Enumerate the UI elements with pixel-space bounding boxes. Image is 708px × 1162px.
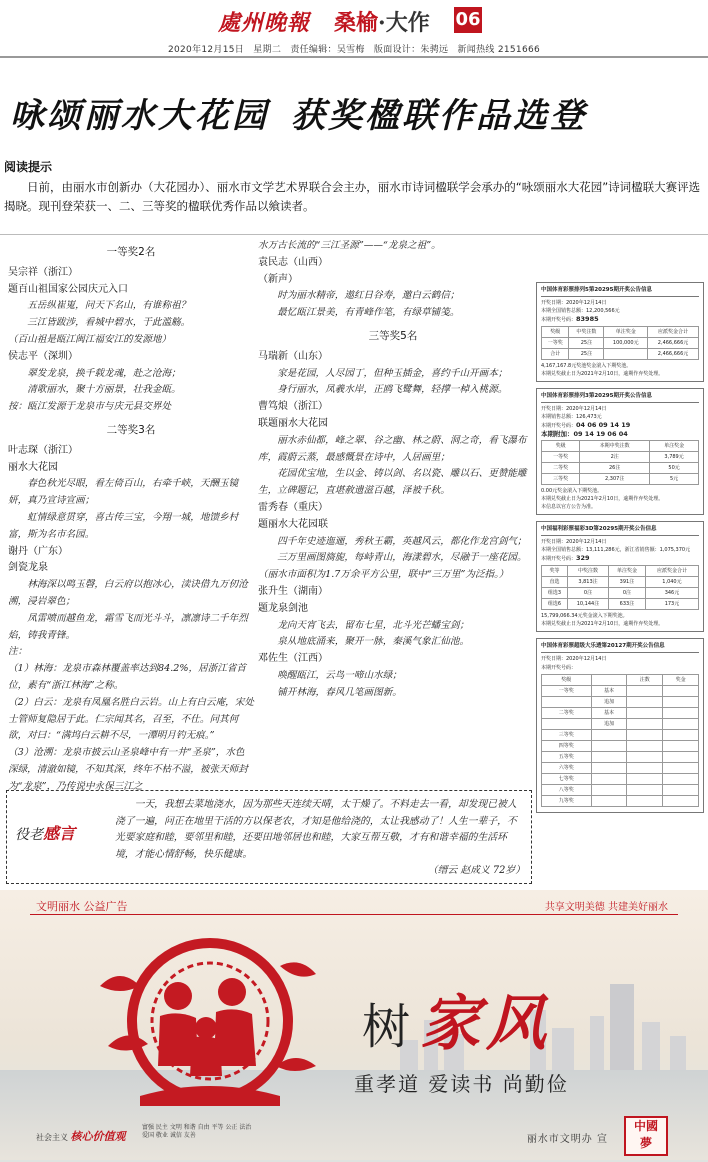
couplet-line: 花园优宝地，生以金、铸以剑、名以瓷、雕以石、更赞能雕生，立碑题记，直堪赦遗滋百越，泽被千秋。 bbox=[258, 468, 527, 497]
couplet-title: 联题丽水大花园 bbox=[258, 417, 328, 429]
lottery-box bbox=[536, 638, 704, 813]
china-dream-seal bbox=[624, 1116, 668, 1156]
weekday: 星期二 bbox=[253, 45, 282, 55]
ad-slogan: 重孝道 爱读书 尚勤俭 bbox=[354, 1072, 569, 1096]
couplet-award: 三等奖5名 bbox=[368, 329, 418, 342]
ad-top-right: 共享文明美德 共建美好丽水 bbox=[544, 902, 668, 913]
date: 2020年12月15日 bbox=[167, 45, 245, 55]
couplet-note: （2）白云：龙泉有凤凰名胜白云岩。山上有白云庵，宋处士管师复隐居于此。仁宗闻其名，召至，不仕。问其何欲，对曰：“满坞白云耕不尽，一潭明月钓无痕。” bbox=[8, 696, 254, 742]
couplet-line: 时为丽水精帝，遨红日谷寿，邀白云鹤信； bbox=[277, 290, 460, 302]
section-divider: · bbox=[378, 10, 386, 36]
dateline bbox=[0, 42, 708, 55]
couplet-note: 注： bbox=[8, 646, 28, 658]
section-name bbox=[334, 6, 430, 37]
lottery-line: 开奖日期：2020年12月14日 bbox=[541, 656, 607, 662]
ad-publisher: 丽水市文明办 宣 bbox=[526, 1134, 608, 1145]
couplet-note: （丽水市面积为1.7万余平方公里，联中“三万里”为泛指。） bbox=[258, 569, 509, 581]
couplet-title: 丽水大花园 bbox=[8, 461, 58, 473]
couplet-line: 最忆瓯江景美，有青峰作笔，有绿草铺笺。 bbox=[277, 307, 460, 319]
intro-text: 日前，由丽水市创新办（大花园办）、丽水市文学艺术界联合会主办，丽水市诗词楹联学会承办的“咏颂丽水大花园”诗词楹联大赛评选揭晓。现刊登荣获一、二、三等奖的楹联优秀作品以飨读者。 bbox=[4, 180, 701, 213]
hotline: 新闻热线 2151666 bbox=[457, 45, 541, 55]
note-tag bbox=[15, 821, 75, 844]
couplet-author: 谢丹（广东） bbox=[8, 545, 68, 557]
lottery-footer: 本期兑奖截止日为2021年2月10日，逾期作弃奖处理。 bbox=[541, 496, 664, 502]
core-values-small: 社会主义 bbox=[36, 1133, 68, 1142]
couplet-line: 身行丽水，凤羲水岸，正鸥飞鹭舞，轻撑一棹入桃源。 bbox=[277, 384, 508, 396]
lottery-line: 本期全国销售总额：13,111,286元，浙江省销售额：1,075,370元 bbox=[541, 547, 691, 553]
public-service-ad bbox=[0, 890, 708, 1162]
lottery-number: 本期开奖号码：04 06 09 14 19 bbox=[541, 421, 631, 429]
lottery-table: 奖级 本期中奖注数 单注奖金 一等奖 2注 3,789元 二等奖 26注 50元 三等奖 2,307注 5元 bbox=[541, 440, 699, 485]
couplet-line: 林海深以鸣玉磬，白云府以抱冰心，渎诀借九万仞沧溯，浸岩翠色； bbox=[8, 579, 248, 607]
ad-top-left: 文明丽水 公益广告 bbox=[36, 900, 128, 913]
headline-right: 获奖楹联作品选登 bbox=[291, 96, 587, 136]
lottery-title: 中国福利彩票福彩3D第20295期开奖公告信息 bbox=[541, 525, 699, 536]
core-values-line2: 爱国 敬业 诚信 友善 bbox=[142, 1132, 196, 1139]
couplet-line: 凤雷喷而越鱼龙，霜雪飞而光斗斗，凛凛诗二千年烈焰，铸我青锋。 bbox=[8, 612, 248, 641]
ad-shu: 树 bbox=[362, 999, 411, 1055]
couplet-note: （3）沧溯：龙泉市披云山圣泉峰中有一井“圣泉”，水色深绿，清澈如镜，不知其深，终年不枯不溢，被张天师封为“龙泉”，乃传说中永保三江之 bbox=[8, 747, 248, 792]
note-tag-left: 役老 bbox=[15, 827, 43, 843]
lottery-table: 奖级 中奖注数 单注奖金 应派奖金合计 一等奖 25注 100,000元 2,466,666元 合计 25注 2,466,666元 bbox=[541, 326, 699, 360]
core-values-logo bbox=[36, 1128, 126, 1144]
lottery-column bbox=[536, 282, 704, 819]
designer: 版面设计：朱骋远 bbox=[373, 45, 449, 55]
couplet-title: 题丽水大花园联 bbox=[258, 518, 328, 530]
couplet-line: 清歌丽水，聚十方丽景，壮我金瓯。 bbox=[27, 384, 181, 396]
couplet-line: 龙向天宵飞去，留布七星，北斗光芒蟠宝剑； bbox=[277, 619, 470, 631]
couplet-note: （百山祖是瓯江闽江福安江的发源地） bbox=[8, 333, 172, 345]
couplet-line: 虹情绿意贯穿，喜古传三宝，今翔一城，地馈乡村富，斯为名市名园。 bbox=[8, 511, 239, 540]
lottery-box bbox=[536, 521, 704, 632]
couplet-line: 春色秋光尽眼，看左倚百山，右牵千峡，天酬玉镜妍，真乃宣诗宣画； bbox=[8, 478, 239, 507]
couplet-note: 按：瓯江发源于龙泉市与庆元县交界处 bbox=[8, 401, 172, 413]
masthead bbox=[0, 0, 708, 40]
lottery-title: 中国体育彩票排列5第20295期开奖公告信息 bbox=[541, 286, 699, 297]
couplet-title: 题百山祖国家公园庆元入口 bbox=[8, 283, 128, 295]
couplet-award: 二等奖3名 bbox=[106, 423, 156, 436]
couplet-title: 题龙泉剑池 bbox=[258, 602, 308, 614]
section-left: 桑榆 bbox=[334, 10, 379, 36]
lottery-line: 开奖日期：2020年12月14日 bbox=[541, 539, 607, 545]
couplet-author: 雷秀春（重庆） bbox=[258, 501, 328, 513]
couplet-line: 翠发龙泉，换千载龙魂，赴之沧海； bbox=[27, 367, 181, 379]
lottery-footer: 15,799,066.34元奖金滚入下期奖池。 bbox=[541, 613, 628, 619]
note-signature: （缙云 赵成义 72岁） bbox=[427, 865, 525, 876]
couplet-line: 泉从地底涌来，聚开一脉，秦溪气象汇仙池。 bbox=[277, 636, 470, 648]
reader-note-box bbox=[6, 790, 532, 884]
couplet-award: 一等奖2名 bbox=[106, 246, 156, 258]
couplet-line: 三万里画图旖旎，每峙青山，海漾碧水，尽融于一座花园。 bbox=[277, 552, 527, 564]
lottery-footer: 本期兑奖截止日为2021年2月10日，逾期作弃奖处理。 bbox=[541, 621, 664, 627]
ad-jiafeng: 家风 bbox=[420, 989, 552, 1059]
intro-rule bbox=[0, 234, 708, 235]
ad-topbar bbox=[0, 894, 708, 916]
ad-redline bbox=[30, 914, 678, 915]
couplet-author: 侯志平（深圳） bbox=[8, 350, 78, 362]
lottery-table: 奖级 注数 奖金 一等奖 基本 追加 二等奖 基本 追加 三等奖 四等奖 五等奖 六等奖 七等奖 八等奖 九等奖 bbox=[541, 674, 699, 807]
couplet-line: 五岳纵崔嵬，问天下名山，有谁称祖？ bbox=[27, 300, 191, 312]
core-values-line1: 富强 民主 文明 和谐 自由 平等 公正 法治 bbox=[142, 1124, 252, 1131]
lottery-table: 奖等 中奖注数 单注奖金 应派奖金合计 直选 3,813注 391注 1,040元 组选3 0注 0注 346元 组选6 10,144注 633注 173元 bbox=[541, 565, 699, 610]
papercut-family-icon bbox=[80, 926, 340, 1116]
couplet-author: 袁民志（山西） bbox=[258, 256, 328, 268]
note-text-block bbox=[115, 797, 525, 880]
couplet-line: 唤醒瓯江，云鸟一啼山水绿； bbox=[277, 669, 402, 681]
lottery-footer: 本信息以官方公告为准。 bbox=[541, 504, 597, 510]
couplet-line: 家是花园，人尽园丁，但种玉插金，喜约千山开画本； bbox=[277, 367, 508, 379]
couplet-author: 马瑞新（山东） bbox=[258, 350, 328, 362]
top-rule bbox=[0, 56, 708, 58]
lottery-title: 中国体育彩票超级大乐透第20127期开奖公告信息 bbox=[541, 642, 699, 653]
seal-bottom: 夢 bbox=[639, 1136, 652, 1150]
headline-left: 咏颂丽水大花园 bbox=[10, 96, 269, 136]
couplet-title: （新声） bbox=[258, 273, 298, 285]
couplet-note: （1）林海：龙泉市森林覆盖率达到84.2%，居浙江省首位，素有“浙江林海”之称。 bbox=[8, 663, 247, 691]
couplet-line: 丽水赤仙都，峰之翠、谷之幽、林之蔚、洞之奇，看飞瀑布库，霞蔚云蒸，最感慨景在诗中，人居画里； bbox=[258, 434, 527, 463]
middle-column bbox=[258, 238, 528, 702]
couplet-line: 三江皆跋涉，看城中碧水，于此滥觞。 bbox=[27, 317, 191, 329]
lottery-line: 开奖日期：2020年12月14日 bbox=[541, 406, 607, 412]
couplet-author: 吴宗祥（浙江） bbox=[8, 266, 78, 278]
core-values-bold: 核心价值观 bbox=[70, 1130, 126, 1143]
couplet-line: 四千年史迹迤逦，秀秋王霸，英越风云，都化作龙宫剑气； bbox=[277, 535, 527, 547]
left-column bbox=[8, 238, 254, 796]
lottery-footer: 本期兑奖截止日为2021年2月10日，逾期作弃奖处理。 bbox=[541, 371, 664, 377]
section-right: 大作 bbox=[385, 10, 430, 36]
core-values-text bbox=[142, 1124, 302, 1140]
paper-name: 處州晚報 bbox=[218, 10, 311, 36]
couplet-author: 邓佐生（江西） bbox=[258, 653, 328, 665]
lottery-footer: 4,167,167.8元奖池奖金滚入下期奖池。 bbox=[541, 363, 632, 369]
note-text: 一天，我想去菜地浇水，因为那些天连续天晴，太干燥了。不料走去一看，却发现已被人浇了一遍，问正在地里干活的方以保老农，才知是他给浇的，太让我感动了！人生一辈子，不光要家庭和睦，要邻里和睦，还要田地邻居也和睦，大家互帮互敬，才有和谐幸福的生活环境，才能心情舒畅，快乐健康。 bbox=[115, 799, 517, 860]
lottery-box bbox=[536, 388, 704, 515]
lottery-title: 中国体育彩票排列3第20295期开奖公告信息 bbox=[541, 392, 699, 403]
seal-top: 中國 bbox=[633, 1119, 658, 1133]
lottery-extra: 本期附加：09 14 19 06 04 bbox=[541, 430, 628, 438]
editor: 责任编辑：吴雪梅 bbox=[290, 45, 365, 55]
lottery-number: 本期开奖号码：329 bbox=[541, 554, 590, 562]
lottery-line: 本期全国销售总额：12,200,566元 bbox=[541, 308, 620, 314]
lottery-footer: 0.00元奖金滚入下期奖池。 bbox=[541, 488, 603, 494]
couplet-author: 叶志琛（浙江） bbox=[8, 444, 78, 456]
note-tag-right: 感言 bbox=[43, 824, 76, 843]
lottery-number: 本期开奖号码：83985 bbox=[541, 315, 599, 323]
lottery-box bbox=[536, 282, 704, 382]
couplet-line: 铺开林海，春风几笔画图新。 bbox=[277, 686, 402, 698]
couplet-note: 水万古长流的“三江圣源”——“龙泉之祖”。 bbox=[258, 240, 441, 251]
headline bbox=[10, 88, 700, 137]
couplet-author: 曹笃烺（浙江） bbox=[258, 401, 328, 413]
intro-title: 阅读提示 bbox=[4, 160, 53, 174]
lottery-line: 本期销售总额：126,473元 bbox=[541, 414, 602, 420]
lottery-number: 本期开奖号码： bbox=[541, 665, 577, 671]
couplet-author: 张升生（湖南） bbox=[258, 585, 328, 597]
page-number: 06 bbox=[454, 7, 482, 33]
couplet-title: 剑瓷龙泉 bbox=[8, 562, 48, 574]
lottery-line: 开奖日期：2020年12月14日 bbox=[541, 300, 607, 306]
